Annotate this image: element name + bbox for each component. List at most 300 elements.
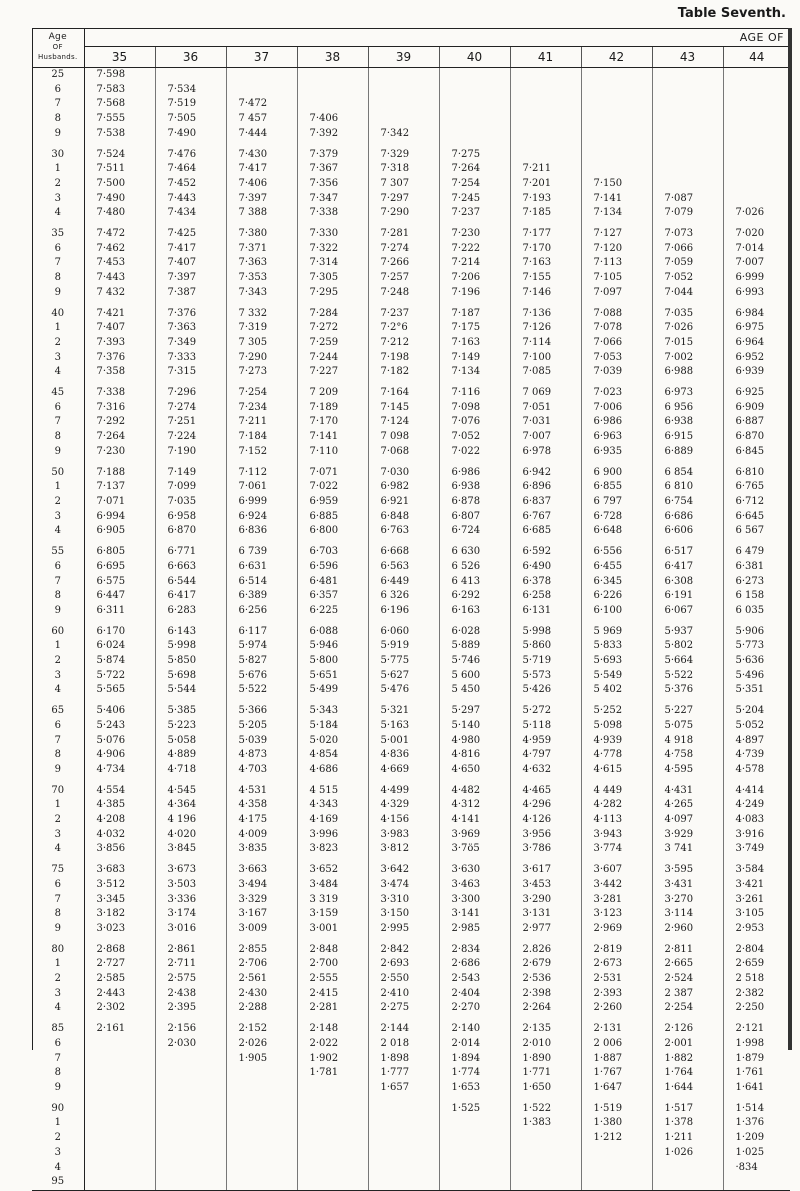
value-cell: 7·141 [297,430,368,445]
value-cell: 6·514 [226,575,297,590]
value-cell: 3·345 [84,893,155,908]
value-cell: 5·889 [439,639,510,654]
value-cell: 2·302 [84,1001,155,1016]
value-cell [155,1066,226,1081]
value-cell: 2·382 [735,987,765,999]
table-row [32,669,790,684]
value-cell: 4·265 [652,798,723,813]
value-cell: 7·555 [84,112,155,127]
value-cell: 5 600 [439,669,510,684]
husband-age-cell: 9 [32,286,84,301]
value-cell [297,1175,368,1190]
value-cell: 7·234 [226,401,297,416]
value-cell [84,1161,155,1176]
value-cell: 4·126 [510,813,581,828]
value-cell [226,1066,297,1081]
value-cell: 4·097 [652,813,723,828]
husband-age-cell: 7 [32,415,84,430]
value-cell: 7·393 [84,336,155,351]
value-cell: 7·007 [510,430,581,445]
value-cell [155,1116,226,1131]
value-cell: 7·254 [226,386,297,401]
value-cell [439,112,510,127]
value-cell [155,1081,226,1096]
value-cell: 3·607 [581,863,652,878]
value-cell: 7·343 [226,286,297,301]
value-cell: 6·986 [439,466,510,481]
column-header-row [32,47,790,68]
value-cell: 7·296 [155,386,226,401]
value-cell: 6 035 [735,604,765,616]
value-cell: 3·463 [439,878,510,893]
value-cell: 5·833 [581,639,652,654]
value-cell: 7·007 [735,257,765,269]
value-cell: 5·937 [652,625,723,640]
table-row [32,878,790,893]
value-cell [439,1131,510,1146]
value-cell: 1·517 [652,1102,723,1117]
value-cell: 3·512 [84,878,155,893]
husband-age-cell: 2 [32,654,84,669]
value-cell: 6·645 [735,510,765,522]
value-cell [368,112,439,127]
value-cell: 4·554 [84,784,155,799]
table-row [32,445,790,460]
value-cell: 3·016 [155,922,226,937]
table-row [32,192,790,207]
table-row [32,922,790,937]
value-cell [581,1161,652,1176]
value-cell: 1·998 [735,1037,765,1049]
value-cell: 5·627 [368,669,439,684]
value-cell [581,148,652,163]
value-cell [155,1146,226,1161]
value-cell: 5·118 [510,719,581,734]
value-cell: 2 387 [652,987,723,1002]
value-cell: 5·565 [84,683,155,698]
column-header: 39 [368,47,439,68]
value-cell: 6·845 [735,445,765,457]
value-cell: 5·499 [297,683,368,698]
table-row [32,1131,790,1146]
value-cell: 7·155 [510,271,581,286]
value-cell: 7·023 [581,386,652,401]
value-cell: 6·870 [735,431,765,443]
value-cell: 3·114 [652,907,723,922]
value-cell: 7 209 [297,386,368,401]
table-row [32,704,790,719]
value-cell: 7·342 [368,127,439,142]
table-row [32,987,790,1002]
value-cell: 7·097 [581,286,652,301]
value-cell: 6·885 [297,510,368,525]
value-cell: 6·905 [84,524,155,539]
value-cell: 3·336 [155,893,226,908]
value-cell: 6·163 [439,604,510,619]
husband-age-cell: 90 [32,1102,84,1117]
value-cell: 7·443 [155,192,226,207]
value-cell: 5·773 [735,640,765,652]
value-cell: 6·999 [735,272,765,284]
value-cell: 7·145 [368,401,439,416]
value-cell [155,1175,226,1190]
husband-age-cell: 3 [32,987,84,1002]
table-row [32,510,790,525]
value-cell: 5·800 [297,654,368,669]
value-cell: 7·170 [510,242,581,257]
value-cell: 5·001 [368,734,439,749]
table-row [32,957,790,972]
table-row [32,842,790,857]
value-cell: 7·363 [155,321,226,336]
value-cell: 6 413 [439,575,510,590]
value-cell: 6·575 [84,575,155,590]
husband-age-cell: 6 [32,719,84,734]
value-cell: 2·711 [155,957,226,972]
value-cell: 3·983 [368,828,439,843]
value-cell: 7·453 [84,256,155,271]
value-cell: 6·695 [84,560,155,575]
value-cell: 7·524 [84,148,155,163]
column-header: 35 [84,47,155,68]
value-cell [84,1131,155,1146]
value-cell: 6·191 [652,589,723,604]
value-cell: 5·351 [735,684,765,696]
value-cell [723,192,790,207]
value-cell: 7·406 [297,112,368,127]
value-cell: 2·706 [226,957,297,972]
value-cell: 7·347 [297,192,368,207]
value-cell: 2·415 [297,987,368,1002]
value-cell [368,1102,439,1117]
value-cell: 7·184 [226,430,297,445]
value-cell: 3·182 [84,907,155,922]
value-cell [581,1175,652,1190]
value-cell: 2·536 [510,972,581,987]
value-cell: 2·977 [510,922,581,937]
table-row [32,1116,790,1131]
table-row [32,1161,790,1176]
value-cell: 2·524 [652,972,723,987]
value-cell: 6·544 [155,575,226,590]
value-cell: 6·724 [439,524,510,539]
value-cell: 2·659 [735,958,765,970]
column-header: 42 [581,47,652,68]
value-cell: 7·015 [652,336,723,351]
value-cell: 2·270 [439,1001,510,1016]
value-cell: 5·651 [297,669,368,684]
value-cell: 7·146 [510,286,581,301]
value-cell [84,1116,155,1131]
table-row [32,162,790,177]
value-cell: 6·563 [368,560,439,575]
husband-age-cell: 9 [32,604,84,619]
value-cell: 7·035 [652,307,723,322]
value-cell: 3·494 [226,878,297,893]
value-cell: 7·120 [581,242,652,257]
value-cell: 6·088 [297,625,368,640]
page-header: Table Seventh. [677,6,786,21]
value-cell [368,1175,439,1190]
value-cell [510,127,581,142]
value-cell: 6·836 [226,524,297,539]
value-cell: 6·028 [439,625,510,640]
value-cell: 4·615 [581,763,652,778]
value-cell: 3·442 [581,878,652,893]
value-cell: 7 098 [368,430,439,445]
value-cell: 2·148 [297,1022,368,1037]
value-cell: 7·292 [84,415,155,430]
value-cell: 3·996 [297,828,368,843]
value-cell: 2·834 [439,943,510,958]
table-row [32,719,790,734]
value-cell: 7·397 [155,271,226,286]
value-cell: 4·431 [652,784,723,799]
value-cell: 7·190 [155,445,226,460]
husband-age-cell: 55 [32,545,84,560]
value-cell: 7·421 [84,307,155,322]
value-cell: 5 450 [439,683,510,698]
value-cell [226,1175,297,1190]
husband-age-cell: 6 [32,560,84,575]
table-row [32,798,790,813]
value-cell: 5·076 [84,734,155,749]
value-cell: 7·053 [581,351,652,366]
value-cell [723,148,790,163]
value-cell: 3·261 [735,893,765,905]
value-cell: 7·330 [297,227,368,242]
value-cell: 6·556 [581,545,652,560]
value-cell: 4·343 [297,798,368,813]
value-cell: 6·870 [155,524,226,539]
value-cell: 7·244 [297,351,368,366]
value-cell: 5·636 [735,655,765,667]
value-cell: 5·227 [652,704,723,719]
value-cell: 7·189 [297,401,368,416]
value-cell: 5·664 [652,654,723,669]
column-header: 36 [155,47,226,68]
value-cell: 7·397 [226,192,297,207]
value-cell [510,1146,581,1161]
value-cell: 6·805 [84,545,155,560]
value-cell: 7·462 [84,242,155,257]
value-cell [652,1161,723,1176]
value-cell: 2·555 [297,972,368,987]
value-cell: 6·999 [226,495,297,510]
table-row [32,734,790,749]
value-cell: 7·163 [439,336,510,351]
value-cell [510,112,581,127]
value-cell: 2·561 [226,972,297,987]
column-header: 37 [226,47,297,68]
value-cell: 6 797 [581,495,652,510]
husband-age-cell: 8 [32,430,84,445]
value-cell: 7·425 [155,227,226,242]
column-header: 38 [297,47,368,68]
value-cell: 6·345 [581,575,652,590]
value-cell [297,1161,368,1176]
value-cell [226,1116,297,1131]
value-cell: 3·835 [226,842,297,857]
value-cell: 6·357 [297,589,368,604]
value-cell [510,1175,581,1190]
table-row [32,321,790,336]
value-cell: 7·031 [510,415,581,430]
value-cell: 6·712 [735,495,765,507]
value-cell: 6·896 [510,480,581,495]
value-cell: 3·009 [226,922,297,937]
value-cell [368,1146,439,1161]
column-header: 44 [723,47,790,68]
value-cell: 3·105 [735,908,765,920]
value-cell: 4·482 [439,784,510,799]
husband-age-cell: 7 [32,575,84,590]
value-cell: 7·316 [84,401,155,416]
value-cell: 4·545 [155,784,226,799]
husband-age-cell: 4 [32,1001,84,1016]
value-cell: 2 018 [368,1037,439,1052]
value-cell: 7·052 [652,271,723,286]
value-cell [368,1161,439,1176]
value-cell: 6 900 [581,466,652,481]
value-cell: 6·292 [439,589,510,604]
husband-age-cell: 7 [32,1052,84,1067]
value-cell: 7·490 [84,192,155,207]
husband-age-cell: 35 [32,227,84,242]
column-header: 40 [439,47,510,68]
value-cell: 2 518 [735,973,765,985]
value-cell: 6·308 [652,575,723,590]
table-row [32,351,790,366]
value-cell: 7·110 [297,445,368,460]
value-cell: 4·169 [297,813,368,828]
value-cell: 2·010 [510,1037,581,1052]
value-cell: 7·444 [226,127,297,142]
value-cell: 3·431 [652,878,723,893]
value-cell: 7·329 [368,148,439,163]
value-cell [297,1131,368,1146]
table-row [32,1022,790,1037]
age-of-husbands-header [32,28,84,68]
husband-age-cell: 1 [32,639,84,654]
value-cell: 5·052 [735,719,765,731]
value-cell: 3·956 [510,828,581,843]
value-cell: 2·135 [510,1022,581,1037]
value-cell: 7·490 [155,127,226,142]
value-cell: 7·170 [297,415,368,430]
value-cell: 2·985 [439,922,510,937]
value-cell [652,1175,723,1190]
table-row [32,763,790,778]
value-cell: 6·925 [735,387,765,399]
value-cell: 5·098 [581,719,652,734]
value-cell [439,83,510,98]
value-cell: 6·447 [84,589,155,604]
value-cell [439,68,510,83]
value-cell: 5·376 [652,683,723,698]
husband-age-cell: 1 [32,798,84,813]
value-cell: 6 810 [652,480,723,495]
value-cell: 7·305 [297,271,368,286]
husband-age-cell: 60 [32,625,84,640]
value-cell: 3·595 [652,863,723,878]
value-cell [155,1102,226,1117]
value-cell: 5·719 [510,654,581,669]
value-cell: 7·126 [510,321,581,336]
table-row [32,1102,790,1117]
husband-age-cell: 4 [32,1161,84,1176]
husband-age-cell: 9 [32,1081,84,1096]
husband-age-cell: 3 [32,828,84,843]
value-cell: 5·058 [155,734,226,749]
value-cell: 7·099 [155,480,226,495]
value-cell: 4·797 [510,748,581,763]
table-row [32,1066,790,1081]
value-cell: 2·848 [297,943,368,958]
value-cell: 7·266 [368,256,439,271]
value-cell [723,177,790,192]
value-cell: 2·531 [581,972,652,987]
value-cell: 3·167 [226,907,297,922]
value-cell: 4 515 [297,784,368,799]
value-cell: 2·152 [226,1022,297,1037]
value-cell: 3·943 [581,828,652,843]
value-cell: 7·353 [226,271,297,286]
value-cell: 1·890 [510,1052,581,1067]
value-cell: 6·921 [368,495,439,510]
value-cell: 6·596 [297,560,368,575]
value-cell [439,97,510,112]
value-cell: 6·455 [581,560,652,575]
value-cell: 7·098 [439,401,510,416]
value-cell: 6·685 [510,524,581,539]
value-cell: 7·568 [84,97,155,112]
value-cell [723,83,790,98]
value-cell: 6·855 [581,480,652,495]
value-cell: 7·141 [581,192,652,207]
value-cell: 7·322 [297,242,368,257]
value-cell: 6·986 [581,415,652,430]
value-cell: 7·127 [581,227,652,242]
value-cell: 7·059 [652,256,723,271]
value-cell [723,162,790,177]
value-cell: 6·959 [297,495,368,510]
value-cell: 5·140 [439,719,510,734]
value-cell: 1·887 [581,1052,652,1067]
value-cell: 1·025 [735,1146,765,1158]
value-cell: 5·252 [581,704,652,719]
value-cell: 5·544 [155,683,226,698]
value-cell: 1·525 [439,1102,510,1117]
value-cell: 7·338 [297,206,368,221]
value-cell: 7·193 [510,192,581,207]
value-cell: 4·669 [368,763,439,778]
value-cell: 2·001 [652,1037,723,1052]
value-cell: 5·205 [226,719,297,734]
husband-age-cell: 3 [32,1146,84,1161]
value-cell: 7·105 [581,271,652,286]
value-cell: 6·763 [368,524,439,539]
value-cell: 5·297 [439,704,510,719]
value-cell: 4·385 [84,798,155,813]
value-cell: 4·364 [155,798,226,813]
value-cell: 7·472 [84,227,155,242]
value-cell: 7·114 [510,336,581,351]
husband-age-cell: 1 [32,162,84,177]
value-cell: 6·517 [652,545,723,560]
value-cell [439,1161,510,1176]
husband-age-cell: 8 [32,748,84,763]
